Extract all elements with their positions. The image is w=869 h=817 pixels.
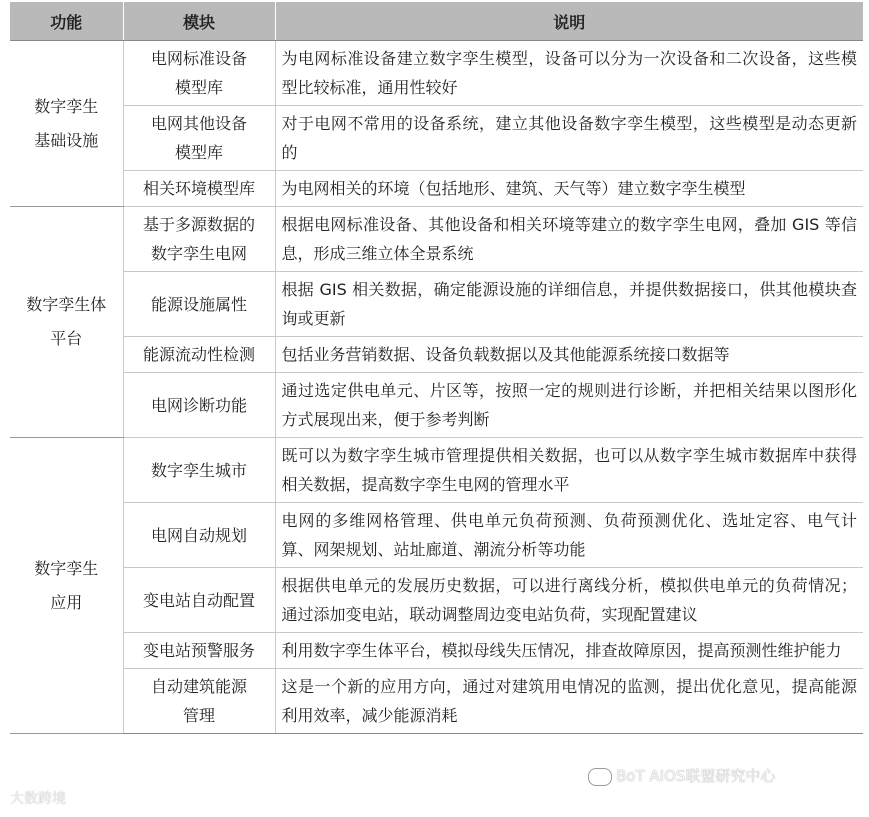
function-cell <box>10 41 123 207</box>
table-row <box>10 438 863 503</box>
description-cell: 这是一个新的应用方向，通过对建筑用电情况的监测，提出优化意见，提高能源利用效率，减少能源消耗 <box>275 669 863 734</box>
description-cell: 根据电网标准设备、其他设备和相关环境等建立的数字孪生电网，叠加 GIS 等信息，形成三维立体全景系统 <box>275 207 863 272</box>
table-body <box>10 41 863 734</box>
function-cell <box>10 438 123 734</box>
function-line: 数字孪生 <box>34 96 99 116</box>
module-cell <box>123 207 275 272</box>
module-cell <box>123 669 275 734</box>
function-line: 基础设施 <box>34 130 99 150</box>
function-line: 数字孪生体 <box>26 295 107 314</box>
module-label: 基于多源数据的 <box>142 215 255 234</box>
description-cell: 包括业务营销数据、设备负载数据以及其他能源系统接口数据等 <box>275 337 863 373</box>
header-function: 功能 <box>10 2 123 41</box>
module-label: 电网其他设备 <box>150 114 247 133</box>
description-cell: 为电网相关的环境（包括地形、建筑、天气等）建立数字孪生模型 <box>275 171 863 207</box>
description-cell: 对于电网不常用的设备系统，建立其他设备数字孪生模型，这些模型是动态更新的 <box>275 106 863 171</box>
table-row <box>10 503 863 568</box>
function-line: 应用 <box>50 592 83 612</box>
module-cell: 相关环境模型库 <box>123 171 275 207</box>
watermark-left-text: 大数跨境 <box>10 791 66 807</box>
table-row <box>10 171 863 207</box>
module-label: 自动建筑能源 <box>150 677 247 696</box>
description-cell: 为电网标准设备建立数字孪生模型，设备可以分为一次设备和二次设备，这些模型比较标准，通用性较好 <box>275 41 863 106</box>
table-row <box>10 106 863 171</box>
module-cell: 变电站自动配置 <box>123 568 275 633</box>
description-cell: 根据 GIS 相关数据，确定能源设施的详细信息，并提供数据接口，供其他模块查询或更新 <box>275 272 863 337</box>
table-row <box>10 669 863 734</box>
table-row <box>10 272 863 337</box>
watermark-right <box>588 765 775 786</box>
description-cell: 根据供电单元的发展历史数据，可以进行离线分析，模拟供电单元的负荷情况；通过添加变电站，联动调整周边变电站负荷，实现配置建议 <box>275 568 863 633</box>
description-cell: 电网的多维网格管理、供电单元负荷预测、负荷预测优化、选址定容、电气计算、网架规划、站址廊道、潮流分析等功能 <box>275 503 863 568</box>
module-cell: 能源设施属性 <box>123 272 275 337</box>
description-cell: 既可以为数字孪生城市管理提供相关数据，也可以从数字孪生城市数据库中获得相关数据，提高数字孪生电网的管理水平 <box>275 438 863 503</box>
description-cell: 利用数字孪生体平台，模拟母线失压情况，排查故障原因，提高预测性维护能力 <box>275 633 863 669</box>
table-row <box>10 373 863 438</box>
module-cell: 能源流动性检测 <box>123 337 275 373</box>
module-label: 模型库 <box>174 143 223 162</box>
table-row <box>10 568 863 633</box>
header-description: 说明 <box>275 2 863 41</box>
module-cell <box>123 106 275 171</box>
table-header-row <box>10 2 863 41</box>
function-line: 平台 <box>50 329 83 348</box>
table-row <box>10 337 863 373</box>
module-cell: 变电站预警服务 <box>123 633 275 669</box>
function-line: 数字孪生 <box>34 558 99 578</box>
table-row <box>10 633 863 669</box>
watermark-right-text: BoT AIOS联盟研究中心 <box>616 767 776 785</box>
table-row <box>10 41 863 106</box>
table-row <box>10 207 863 272</box>
function-cell <box>10 207 123 438</box>
module-label: 管理 <box>182 706 215 725</box>
module-table <box>10 2 863 734</box>
chat-bubble-icon <box>588 768 612 786</box>
module-cell: 电网自动规划 <box>123 503 275 568</box>
description-cell: 通过选定供电单元、片区等，按照一定的规则进行诊断，并把相关结果以图形化方式展现出来，便于参考判断 <box>275 373 863 438</box>
module-label: 模型库 <box>174 78 223 97</box>
header-module: 模块 <box>123 2 275 41</box>
module-label: 数字孪生电网 <box>150 244 247 263</box>
module-cell: 数字孪生城市 <box>123 438 275 503</box>
module-cell <box>123 41 275 106</box>
watermark-left <box>10 788 66 808</box>
module-cell: 电网诊断功能 <box>123 373 275 438</box>
module-label: 电网标准设备 <box>150 49 247 68</box>
